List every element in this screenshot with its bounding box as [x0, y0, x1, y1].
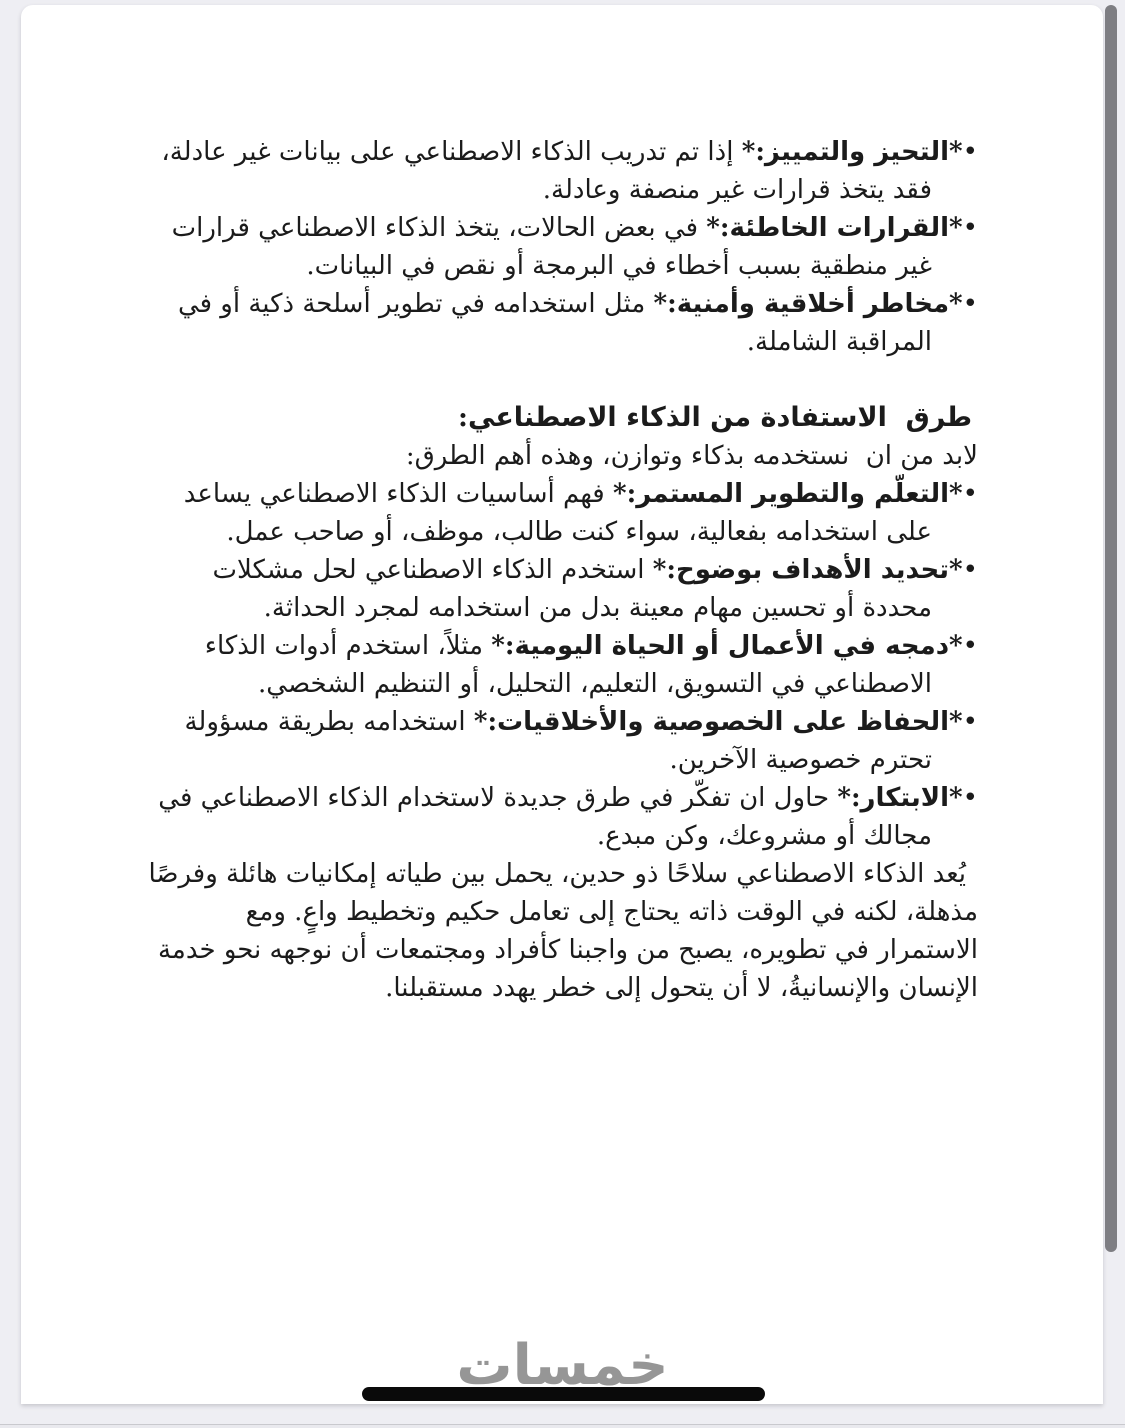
bullet-icon: •: [962, 479, 978, 509]
list-text: فهم أساسيات الذكاء الاصطناعي يساعد على استخدامه بفعالية، سواء كنت طالب، موظف، أو صاحب عمل.: [175, 479, 932, 547]
list-text: في بعض الحالات، يتخذ الذكاء الاصطناعي قرارات غير منطقية بسبب أخطاء في البرمجة أو نقص في البيانات.: [163, 213, 932, 281]
closing-paragraph: يُعد الذكاء الاصطناعي سلاحًا ذو حدين، يحمل بين طياته إمكانيات هائلة وفرصًا مذهلة، لكنه في الوقت ذاته يحتاج إلى تعامل حكيم وتخطيط واعٍ. ومع الاستمرار في تطويره، يصبح من واجبنا كأفراد ومجتمعات أن نوجهه نحو خدمة الإنسان والإنسانيةُ، لا أن يتحول إلى خطر يهدد مستقبلنا.: [140, 859, 978, 1003]
bullet-icon: •: [962, 213, 978, 243]
section-heading: طرق الاستفادة من الذكاء الاصطناعي:: [458, 402, 972, 433]
list-item: [145, 475, 978, 551]
list-text: استخدامه بطريقة مسؤولة تحترم خصوصية الآخرين.: [176, 707, 932, 775]
document-page: [21, 5, 1103, 1404]
list-term: *الابتكار:*: [837, 783, 963, 813]
list-text: مثلاً، استخدم أدوات الذكاء الاصطناعي في التسويق، التعليم، التحليل، أو التنظيم الشخصي.: [196, 631, 932, 699]
bullet-icon: •: [962, 631, 978, 661]
bullet-icon: •: [962, 555, 978, 585]
list-term: *الحفاظ على الخصوصية والأخلاقيات:*: [473, 707, 963, 737]
list-item: [145, 703, 978, 779]
list-text: استخدم الذكاء الاصطناعي لحل مشكلات محددة أو تحسين مهام معينة بدل من استخدامه لمجرد الحداثة.: [204, 555, 932, 623]
list-term: *التحيز والتمييز:*: [741, 137, 963, 167]
list-item: [145, 285, 978, 361]
list-item: [145, 551, 978, 627]
scrollbar-thumb[interactable]: [1105, 5, 1117, 1252]
list-item: [145, 779, 978, 855]
bullet-icon: •: [962, 289, 978, 319]
list-term: *تحديد الأهداف بوضوح:*: [652, 555, 963, 585]
methods-list: [145, 475, 978, 855]
risks-list: [145, 133, 978, 361]
list-item: [145, 133, 978, 209]
bullet-icon: •: [962, 137, 978, 167]
home-indicator[interactable]: [362, 1387, 765, 1401]
list-text: مثل استخدامه في تطوير أسلحة ذكية أو في المراقبة الشاملة.: [169, 289, 932, 357]
list-term: *مخاطر أخلاقية وأمنية:*: [653, 289, 963, 319]
list-term: *التعلّم والتطوير المستمر:*: [613, 479, 963, 509]
list-text: حاول ان تفكّر في طرق جديدة لاستخدام الذكاء الاصطناعي في مجالك أو مشروعك، وكن مبدع.: [150, 783, 932, 851]
list-item: [145, 627, 978, 703]
bullet-icon: •: [962, 707, 978, 737]
list-term: *دمجه في الأعمال أو الحياة اليومية:*: [491, 631, 963, 661]
list-text: إذا تم تدريب الذكاء الاصطناعي على بيانات غير عادلة، فقد يتخذ قرارات غير منصفة وعادلة.: [153, 137, 932, 205]
section-intro: لابد من ان نستخدمه بذكاء وتوازن، وهذه أهم الطرق:: [405, 441, 978, 471]
bullet-icon: •: [962, 783, 978, 813]
list-term: *القرارات الخاطئة:*: [706, 213, 963, 243]
document-content: [140, 133, 978, 1007]
list-item: [145, 209, 978, 285]
bottom-strip: [0, 1424, 1125, 1428]
khamsat-watermark: خمسات: [456, 1333, 669, 1398]
